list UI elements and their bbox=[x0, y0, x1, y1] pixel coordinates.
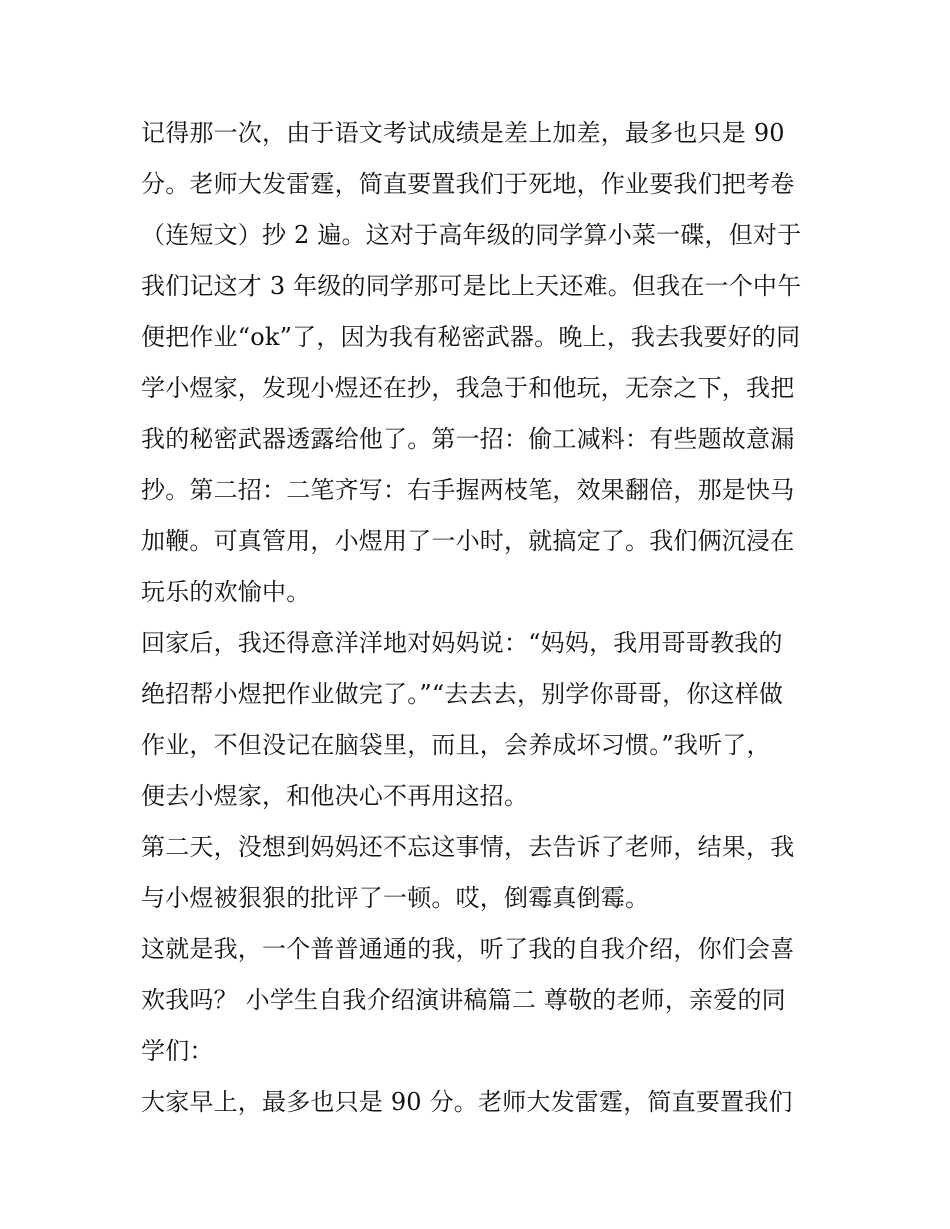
text-line: 学们： bbox=[141, 1037, 214, 1065]
text-line: 这就是我，一个普普通通的我，听了我的自我介绍，你们会喜 bbox=[141, 935, 795, 963]
text-line: 学小煜家，发现小煜还在抄，我急于和他玩，无奈之下，我把 bbox=[141, 374, 795, 402]
text-line: 我们记这才 3 年级的同学那可是比上天还难。但我在一个中午 bbox=[141, 272, 802, 300]
text-line: 便把作业“ok”了，因为我有秘密武器。晚上，我去我要好的同 bbox=[141, 323, 801, 351]
text-line: 加鞭。可真管用，小煜用了一小时，就搞定了。我们俩沉浸在 bbox=[141, 527, 795, 555]
text-line: 作业，不但没记在脑袋里，而且，会养成坏习惯。”我听了， bbox=[141, 731, 771, 759]
text-line: 欢我吗？ 小学生自我介绍演讲稿篇二 尊敬的老师，亲爱的同 bbox=[141, 986, 786, 1014]
document-body bbox=[141, 108, 821, 1128]
text-line: 分。老师大发雷霆，简直要置我们于死地，作业要我们把考卷 bbox=[141, 170, 795, 198]
text-line: 记得那一次，由于语文考试成绩是差上加差，最多也只是 90 bbox=[141, 119, 785, 147]
text-line: 与小煜被狠狠的批评了一顿。哎，倒霉真倒霉。 bbox=[141, 884, 650, 912]
text-line: 玩乐的欢愉中。 bbox=[141, 578, 311, 606]
text-line: 便去小煜家，和他决心不再用这招。 bbox=[141, 782, 529, 810]
text-line: 绝招帮小煜把作业做完了。”“去去去，别学你哥哥，你这样做 bbox=[141, 680, 784, 708]
text-line: （连短文）抄 2 遍。这对于高年级的同学算小菜一碟，但对于 bbox=[141, 221, 802, 249]
text-line: 抄。第二招：二笔齐写：右手握两枝笔，效果翻倍，那是快马 bbox=[141, 476, 795, 504]
text-line: 第二天，没想到妈妈还不忘这事情，去告诉了老师，结果，我 bbox=[141, 833, 795, 861]
text-line: 回家后，我还得意洋洋地对妈妈说：“妈妈，我用哥哥教我的 bbox=[141, 629, 783, 657]
text-line: 我的秘密武器透露给他了。第一招：偷工减料：有些题故意漏 bbox=[141, 425, 795, 453]
text-line: 大家早上，最多也只是 90 分。老师大发雷霆，简直要置我们 bbox=[141, 1088, 793, 1116]
